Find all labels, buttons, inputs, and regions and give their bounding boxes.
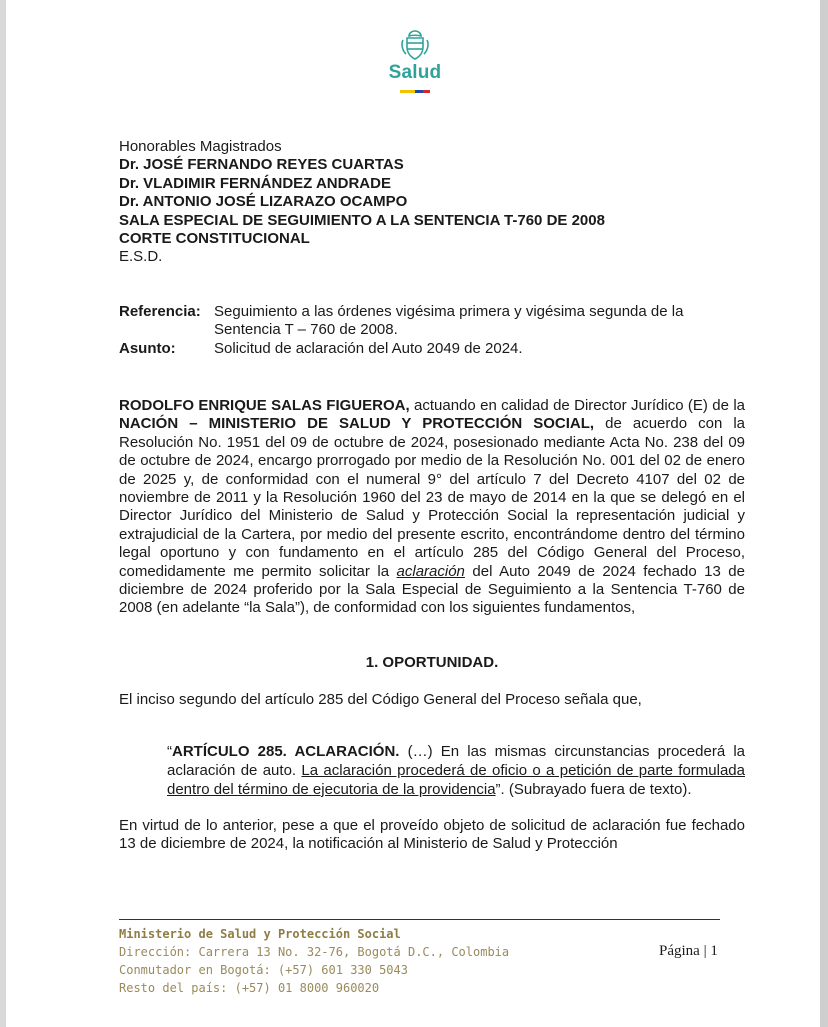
closing-paragraph: En virtud de lo anterior, pese a que el proveído objeto de solicitud de aclaración fue fechado 13 de diciembre de 2024, la notificación al Ministerio de Salud y Protección (119, 817, 745, 853)
salutation-block (119, 138, 745, 267)
quote-text-a: (…) En las mismas circunstancias procederá la aclaración de auto. (167, 743, 745, 779)
quoted-article (167, 742, 745, 799)
subject-label: Asunto: (119, 339, 176, 357)
salutation-greeting: Honorables Magistrados (119, 138, 282, 155)
footer-divider (119, 919, 720, 920)
flag-stripe (400, 90, 430, 93)
entity-name: NACIÓN – MINISTERIO DE SALUD Y PROTECCIÓN SOCIAL, (119, 415, 595, 433)
body-text-c: del Auto 2049 de 2024 fechado 13 de diciembre de 2024 proferido por la Sala Especial de Seguimiento a la Sentencia T-760 de 2008 (en adelante “la Sala”), de conformidad con los siguientes fundamentos, (119, 562, 745, 617)
quote-text-b: ”. (Subrayado fuera de texto). (495, 781, 692, 798)
footer (119, 925, 509, 997)
addressee-3: Dr. ANTONIO JOSÉ LIZARAZO OCAMPO (119, 193, 408, 211)
reference-label: Referencia: (119, 303, 201, 320)
signer-name: RODOLFO ENRIQUE SALAS FIGUEROA, (119, 397, 410, 414)
salud-logo (380, 28, 450, 93)
logo-text: Salud (388, 62, 442, 83)
body-text-a: actuando en calidad de Director Jurídico (E) de la (409, 397, 746, 414)
body-paragraph (119, 397, 745, 618)
addressee-court: CORTE CONSTITUCIONAL (119, 230, 310, 248)
intro-paragraph: El inciso segundo del artículo 285 del Código General del Proceso señala que, (119, 691, 642, 708)
page-edge-right (820, 0, 828, 1027)
body-text-b: de acuerdo con la Resolución No. 1951 del 09 de octubre de 2024, posesionado mediante Acta No. 238 del 09 de octubre de 2024, encargo prorrogado por medio de la Resolución No. 001 del 02 de enero de 2025 y, de conformidad con el numeral 9° del artículo 7 del Decreto 4107 del 02 de noviembre de 2011 y la Resolución 1960 del 23 de mayo de 2014 en la que se delegó en el Director Jurídico del Ministerio de Salud y Protección Social la representación judicial y extrajudicial de la Cartera, por medio del presente escrito, encontrándome dentro del término legal oportuno y con fundamento en el artículo 285 del Código General del Proceso, comedidamente me permito solicitar la (119, 415, 745, 580)
emphasis-aclaracion: aclaración (396, 562, 465, 580)
quote-article-title: ARTÍCULO 285. ACLARACIÓN. (172, 743, 400, 760)
esd-line: E.S.D. (119, 248, 163, 266)
reference-text: Seguimiento a las órdenes vigésima primera y vigésima segunda de la Sentencia T – 760 de 2008. (214, 303, 684, 339)
footer-address: Dirección: Carrera 13 No. 32-76, Bogotá D.C., Colombia (119, 945, 510, 959)
subject-text: Solicitud de aclaración del Auto 2049 de 2024. (214, 339, 523, 357)
quote-underlined: La aclaración procederá de oficio o a petición de parte formulada dentro del término de ejecutoria de la providencia (167, 762, 745, 798)
reference-block (119, 303, 745, 358)
footer-country-phone: Resto del país: (+57) 01 8000 960020 (119, 981, 380, 995)
page-edge-left (0, 0, 6, 1027)
footer-org: Ministerio de Salud y Protección Social (119, 927, 401, 941)
page-number: Página | 1 (659, 943, 718, 959)
footer-phone: Conmutador en Bogotá: (+57) 601 330 5043 (119, 963, 408, 977)
section-heading: 1. OPORTUNIDAD. (365, 654, 499, 671)
addressee-chamber: SALA ESPECIAL DE SEGUIMIENTO A LA SENTENCIA T-760 DE 2008 (119, 211, 605, 229)
quote-open: “ (167, 743, 172, 760)
addressee-1: Dr. JOSÉ FERNANDO REYES CUARTAS (119, 156, 404, 174)
coat-of-arms-icon (398, 28, 432, 62)
addressee-2: Dr. VLADIMIR FERNÁNDEZ ANDRADE (119, 174, 391, 192)
